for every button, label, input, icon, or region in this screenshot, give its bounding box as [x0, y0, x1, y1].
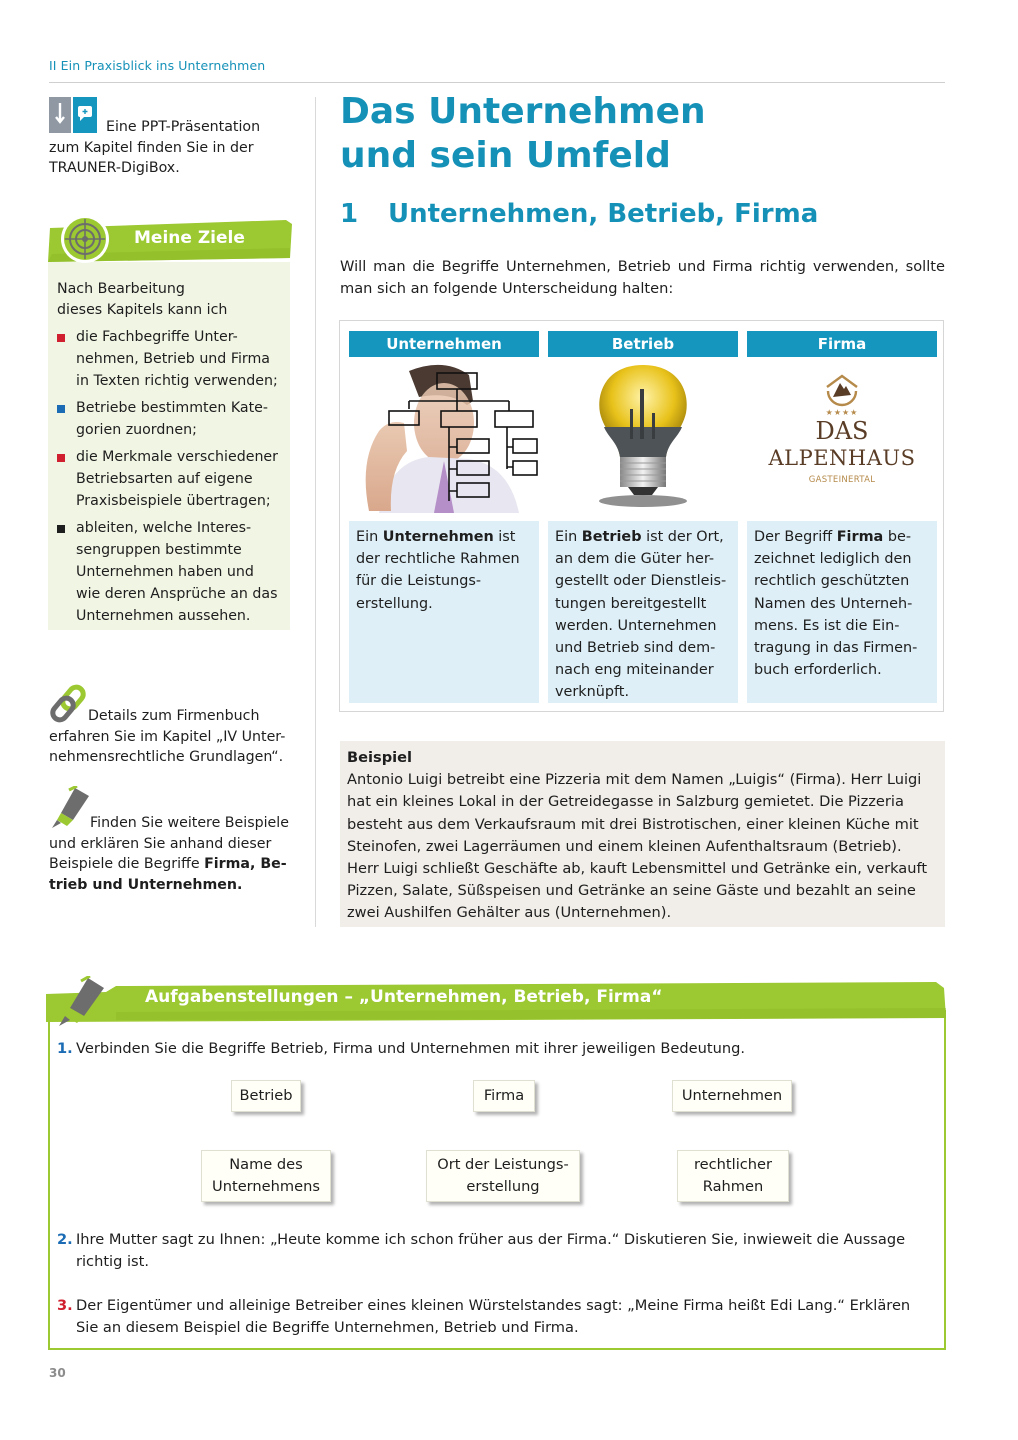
desc-bold: Betrieb — [581, 529, 642, 545]
pen-note-bold: Firma, Be- — [204, 856, 287, 872]
goal-item — [57, 326, 289, 392]
desc-text: be- — [883, 529, 912, 545]
ppt-note — [49, 117, 289, 179]
example-line: zwei Aushilfen Gehälter aus (Unternehmen). — [347, 904, 672, 922]
desc-bold: Firma — [836, 529, 884, 545]
ppt-note-line: zum Kapitel finden Sie in der — [49, 139, 254, 156]
running-head: II Ein Praxisblick ins Unternehmen — [49, 58, 266, 73]
target-icon — [59, 213, 111, 265]
bullet-icon — [57, 454, 65, 462]
section-title: Unternehmen, Betrieb, Firma — [388, 199, 819, 229]
bullet-icon — [57, 525, 65, 533]
goal-line: Betriebsarten auf eigene — [76, 471, 253, 487]
intro-line: Will man die Begriffe Unternehmen, Betrieb und Firma richtig verwenden, sollte — [340, 258, 945, 275]
goal-line: nehmen, Betrieb und Firma — [76, 351, 270, 367]
pen-note-bold: trieb und Unternehmen. — [49, 876, 243, 893]
goal-line: Unternehmen aussehen. — [76, 608, 251, 624]
column-divider — [315, 97, 316, 927]
ppt-note-line: TRAUNER-DigiBox. — [49, 160, 180, 176]
task-number: 2. — [57, 1231, 73, 1248]
description-line: für die Leistungs- — [356, 573, 482, 590]
task-item — [57, 1295, 937, 1339]
description-line — [356, 526, 532, 548]
desc-text: Der Begriff — [754, 529, 837, 545]
description-line: nach eng miteinander — [555, 662, 714, 679]
desc-bold: Unternehmen — [382, 529, 494, 545]
goals-list — [57, 326, 289, 632]
description-line: mens. Es ist die Ein- — [754, 617, 900, 634]
goal-line: Unternehmen haben und — [76, 564, 254, 580]
org-chart-image — [349, 361, 539, 513]
description-line: gestellt oder Dienstleis- — [555, 573, 727, 590]
desc-text: ist der Ort, — [641, 529, 724, 545]
desc-text: Ein — [356, 529, 383, 545]
task-text: Verbinden Sie die Begriffe Betrieb, Firma und Unternehmen mit ihrer jeweiligen Bedeutung. — [76, 1040, 746, 1057]
pen-note-line: und erklären Sie anhand dieser — [49, 835, 272, 852]
task-number: 3. — [57, 1297, 73, 1314]
task-text: Der Eigentümer und alleinige Betreiber eines kleinen Würstelstandes sagt: „Meine Firma heißt Edi Lang.“ Erklären — [76, 1297, 911, 1314]
page-number: 30 — [49, 1366, 66, 1380]
description-line: tragung in das Firmen- — [754, 640, 918, 657]
comparison-column-betrieb — [548, 331, 738, 357]
logo-text: ALPENHAUS — [768, 446, 916, 470]
description-line: rechtlich geschützten — [754, 573, 910, 590]
example-line: Antonio Luigi betreibt eine Pizzeria mit dem Namen „Luigis“ (Firma). Herr Luigi — [347, 771, 922, 789]
comparison-column-firma — [747, 331, 937, 357]
link-note-line: erfahren Sie im Kapitel „IV Unter- — [49, 728, 286, 745]
goal-item — [57, 517, 289, 627]
description-line: Namen des Unterneh- — [754, 595, 913, 612]
goal-line: wie deren Ansprüche an das — [76, 586, 278, 602]
logo-subtitle: GASTEINERTAL — [808, 475, 876, 485]
description-line: verknüpft. — [555, 684, 630, 701]
logo-stars: ★★★★ — [825, 408, 859, 417]
task-item — [57, 1038, 937, 1060]
link-note — [49, 706, 294, 768]
goals-title: Meine Ziele — [134, 228, 245, 248]
goals-intro-line: dieses Kapitels kann ich — [57, 301, 228, 318]
meaning-line: erstellung — [466, 1178, 540, 1195]
link-note-line: Details zum Firmenbuch — [88, 708, 260, 724]
comparison-table — [339, 320, 944, 712]
bullet-icon — [57, 334, 65, 342]
description-line: werden. Unternehmen — [555, 617, 717, 634]
pen-icon — [56, 976, 106, 1028]
meaning-card-ort[interactable] — [426, 1150, 580, 1202]
description-line — [555, 526, 731, 548]
pen-note-line — [49, 875, 294, 896]
task-text: Ihre Mutter sagt zu Ihnen: „Heute komme ich schon früher aus der Firma.“ Diskutieren Sie, inwieweit die Aussage — [76, 1231, 906, 1248]
desc-text: Ein — [555, 529, 582, 545]
meaning-line: Rahmen — [702, 1178, 764, 1195]
example-line: Pizzen, Salate, Süßspeisen und Getränke an seine Gäste und bezahlt an seine — [347, 882, 916, 900]
goal-line: Betriebe bestimmten Kate- — [76, 400, 268, 416]
description-line: an dem die Güter her- — [555, 551, 715, 568]
term-card-unternehmen[interactable]: Unternehmen — [672, 1080, 792, 1112]
goal-line: ableiten, welche Interes- — [76, 520, 252, 536]
comparison-description — [548, 521, 738, 703]
comparison-description — [747, 521, 937, 703]
goal-item — [57, 446, 289, 512]
goal-line: Praxisbeispiele übertragen; — [76, 493, 271, 509]
term-card-firma[interactable]: Firma — [473, 1080, 535, 1112]
example-line: hat ein kleines Lokal in der Getreidegasse in Salzburg gemietet. Die Pizzeria — [347, 793, 904, 811]
meaning-line: rechtlicher — [693, 1156, 772, 1173]
column-header: Unternehmen — [349, 331, 539, 357]
mountain-house-icon — [824, 373, 860, 407]
light-bulb-image — [548, 361, 738, 513]
logo-text: DAS — [815, 417, 869, 445]
column-header: Firma — [747, 331, 937, 357]
task-number: 1. — [57, 1040, 73, 1057]
example-label: Beispiel — [347, 749, 413, 766]
tasks-title: Aufgabenstellungen – „Unternehmen, Betrieb, Firma“ — [145, 987, 663, 1007]
task-item — [57, 1229, 937, 1273]
meaning-card-name[interactable] — [201, 1150, 331, 1202]
description-line: der rechtliche Rahmen — [356, 551, 520, 568]
description-line — [754, 526, 930, 548]
description-line: und Betrieb sind dem- — [555, 640, 716, 657]
pen-note — [49, 813, 294, 895]
desc-text: ist — [493, 529, 516, 545]
goals-intro — [57, 279, 282, 320]
task-text: richtig ist. — [76, 1253, 150, 1271]
meaning-card-rahmen[interactable] — [677, 1150, 789, 1202]
comparison-column-unternehmen — [349, 331, 539, 357]
chapter-title-line: Das Unternehmen — [340, 91, 706, 132]
example-line: Herr Luigi schließt Geschäfte ab, kauft Lebensmittel und Getränke ein, verkauft — [347, 860, 928, 878]
description-line: tungen bereitgestellt — [555, 595, 707, 612]
goal-line: in Texten richtig verwenden; — [76, 373, 278, 389]
ppt-note-line: Eine PPT-Präsentation — [106, 119, 261, 135]
description-line: zeichnet lediglich den — [754, 551, 912, 568]
pen-note-text: Beispiele die Begriffe — [49, 856, 205, 872]
chapter-title-line: und sein Umfeld — [340, 135, 671, 176]
intro-line: man sich an folgende Unterscheidung halten: — [340, 280, 674, 297]
pen-note-line — [49, 854, 294, 875]
intro-paragraph — [340, 256, 945, 300]
goal-line: die Merkmale verschiedener — [76, 449, 278, 465]
header-divider — [49, 82, 945, 83]
example-line: besteht aus dem Verkaufsraum mit drei Bistrotischen, einer kleinen Küche mit — [347, 815, 919, 833]
description-line: buch erforderlich. — [754, 662, 882, 679]
meaning-line: Unternehmens — [212, 1178, 320, 1195]
goal-line: sengruppen bestimmte — [76, 542, 242, 558]
goal-line: gorien zuordnen; — [76, 422, 197, 438]
meaning-line: Ort der Leistungs- — [437, 1156, 569, 1173]
example-line: Steinofen, zwei Lagerräumen und einem kleinen Aufenthaltsraum (Betrieb). — [347, 837, 902, 855]
goals-intro-line: Nach Bearbeitung — [57, 281, 185, 297]
meaning-line: Name des — [229, 1156, 303, 1173]
description-line: erstellung. — [356, 595, 433, 612]
comparison-description — [349, 521, 539, 703]
term-card-betrieb[interactable]: Betrieb — [231, 1080, 301, 1112]
pen-note-line: Finden Sie weitere Beispiele — [90, 815, 289, 831]
link-note-line: nehmensrechtliche Grundlagen“. — [49, 749, 284, 765]
goal-line: die Fachbegriffe Unter- — [76, 329, 238, 345]
example-box — [340, 741, 945, 927]
column-header: Betrieb — [548, 331, 738, 357]
goal-item — [57, 397, 289, 441]
bullet-icon — [57, 405, 65, 413]
alpenhaus-logo — [747, 361, 937, 513]
task-text: Sie an diesem Beispiel die Begriffe Unternehmen, Betrieb und Firma. — [76, 1319, 579, 1337]
chapter-title — [340, 90, 706, 178]
section-number: 1 — [340, 199, 359, 229]
